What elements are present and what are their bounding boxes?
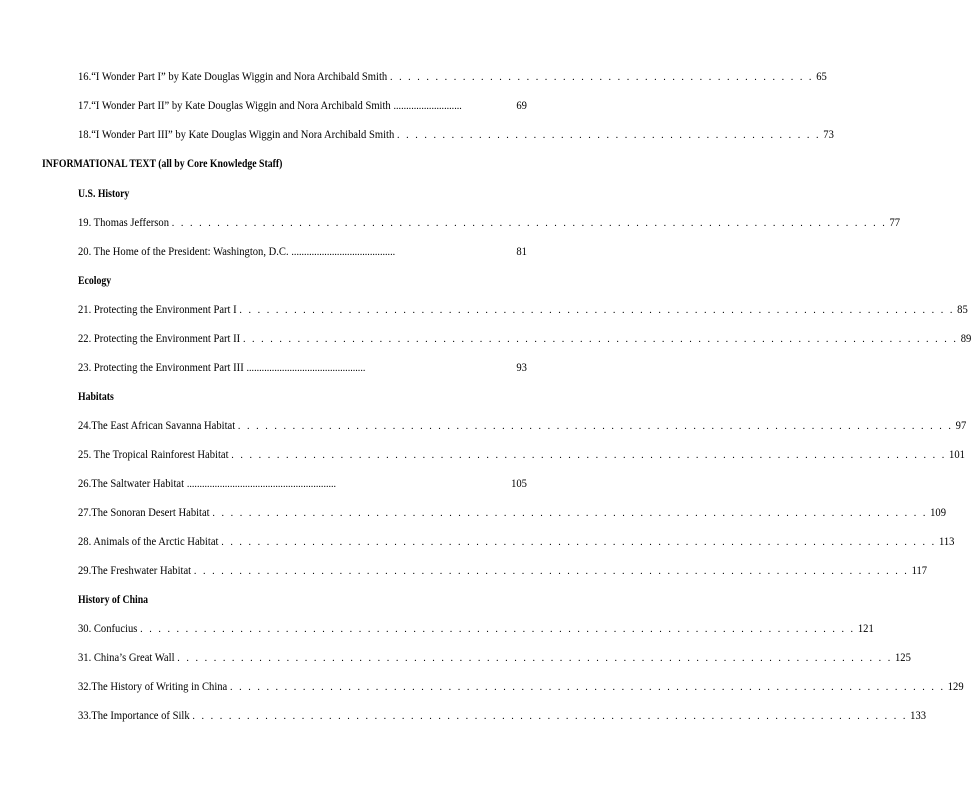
dot-leader: . . . . . . . . . . . . . . . . . . . . . . . . . . . . . . . . . . . . . . . . . . . . . . . . . . . . . . . . . . . . . . . . . . . . . . . . . . . . . . . bbox=[177, 652, 893, 664]
dot-leader: ........................................................... bbox=[186, 478, 337, 490]
section-heading-informational: INFORMATIONAL TEXT (all by Core Knowledge Staff) bbox=[42, 158, 283, 170]
entry-title: 18.“I Wonder Part III” by Kate Douglas Wiggin and Nora Archibald Smith bbox=[78, 129, 395, 141]
page-number: 85 bbox=[957, 304, 968, 316]
entry-title: 19. Thomas Jefferson bbox=[78, 217, 170, 229]
dot-leader: ........................... bbox=[393, 100, 462, 112]
page-number: 93 bbox=[516, 362, 527, 374]
toc-entry bbox=[78, 243, 527, 261]
toc-entry bbox=[78, 359, 527, 377]
toc-entry bbox=[78, 475, 527, 493]
page-number: 65 bbox=[816, 71, 827, 83]
toc-entry bbox=[78, 562, 928, 580]
page-number: 81 bbox=[516, 246, 527, 258]
subsection-heading-ecology: Ecology bbox=[78, 275, 112, 287]
page-number: 129 bbox=[947, 681, 964, 693]
entry-title: 30. Confucius bbox=[78, 623, 138, 635]
toc-entry bbox=[78, 417, 967, 435]
entry-title: 24.The East African Savanna Habitat bbox=[78, 420, 236, 432]
toc-entry bbox=[78, 330, 971, 348]
dot-leader: . . . . . . . . . . . . . . . . . . . . . . . . . . . . . . . . . . . . . . . . . . . . . . . . . . . . . . . . . . . . . . . . . . . . . . . . . . . . . . . bbox=[171, 217, 887, 229]
dot-leader: . . . . . . . . . . . . . . . . . . . . . . . . . . . . . . . . . . . . . . . . . . . . . . . . . . . . . . . . . . . . . . . . . . . . . . . . . . . . . . . bbox=[192, 710, 908, 722]
toc-entry bbox=[78, 126, 834, 144]
entry-title: 21. Protecting the Environment Part I bbox=[78, 304, 237, 316]
toc-entry bbox=[78, 214, 901, 232]
dot-leader: . . . . . . . . . . . . . . . . . . . . . . . . . . . . . . . . . . . . . . . . . . . . . . . . . . . . . . . . . . . . . . . . . . . . . . . . . . . . . . . bbox=[231, 449, 947, 461]
toc-entry bbox=[78, 301, 968, 319]
page-number: 109 bbox=[930, 507, 947, 519]
dot-leader: . . . . . . . . . . . . . . . . . . . . . . . . . . . . . . . . . . . . . . . . . . . . . . . bbox=[389, 71, 814, 83]
entry-title: 29.The Freshwater Habitat bbox=[78, 565, 192, 577]
page-number: 125 bbox=[895, 652, 911, 664]
entry-title: 16.“I Wonder Part I” by Kate Douglas Wiggin and Nora Archibald Smith bbox=[78, 71, 388, 83]
page-number: 133 bbox=[910, 710, 927, 722]
page-number: 113 bbox=[938, 536, 955, 548]
dot-leader: . . . . . . . . . . . . . . . . . . . . . . . . . . . . . . . . . . . . . . . . . . . . . . . . . . . . . . . . . . . . . . . . . . . . . . . . . . . . . . . bbox=[242, 333, 958, 345]
page-number: 117 bbox=[911, 565, 928, 577]
entry-title: 27.The Sonoran Desert Habitat bbox=[78, 507, 210, 519]
entry-title: 17.“I Wonder Part II” by Kate Douglas Wiggin and Nora Archibald Smith bbox=[78, 100, 391, 112]
dot-leader: . . . . . . . . . . . . . . . . . . . . . . . . . . . . . . . . . . . . . . . . . . . . . . . . . . . . . . . . . . . . . . . . . . . . . . . . . . . . . . . bbox=[237, 420, 953, 432]
entry-title: 33.The Importance of Silk bbox=[78, 710, 190, 722]
page-number: 77 bbox=[889, 217, 901, 229]
dot-leader: . . . . . . . . . . . . . . . . . . . . . . . . . . . . . . . . . . . . . . . . . . . . . . . . . . . . . . . . . . . . . . . . . . . . . . . . . . . . . . . bbox=[230, 681, 945, 693]
toc-entry bbox=[78, 68, 827, 86]
entry-title: 20. The Home of the President: Washington, D.C. bbox=[78, 246, 289, 258]
toc-entry bbox=[78, 620, 874, 638]
page-number: 121 bbox=[857, 623, 874, 635]
entry-title: 32.The History of Writing in China bbox=[78, 681, 228, 693]
subsection-heading-habitats: Habitats bbox=[78, 391, 114, 403]
entry-title: 28. Animals of the Arctic Habitat bbox=[78, 536, 219, 548]
dot-leader: . . . . . . . . . . . . . . . . . . . . . . . . . . . . . . . . . . . . . . . . . . . . . . . . . . . . . . . . . . . . . . . . . . . . . . . . . . . . . . . bbox=[193, 565, 909, 577]
toc-entry bbox=[78, 533, 955, 551]
page-number: 101 bbox=[949, 449, 965, 461]
dot-leader: . . . . . . . . . . . . . . . . . . . . . . . . . . . . . . . . . . . . . . . . . . . . . . . . . . . . . . . . . . . . . . . . . . . . . . . . . . . . . . . bbox=[140, 623, 856, 635]
entry-title: 25. The Tropical Rainforest Habitat bbox=[78, 449, 229, 461]
entry-title: 22. Protecting the Environment Part II bbox=[78, 333, 241, 345]
dot-leader: . . . . . . . . . . . . . . . . . . . . . . . . . . . . . . . . . . . . . . . . . . . . . . . . . . . . . . . . . . . . . . . . . . . . . . . . . . . . . . . bbox=[212, 507, 928, 519]
subsection-heading-us-history: U.S. History bbox=[78, 188, 130, 200]
entry-title: 26.The Saltwater Habitat bbox=[78, 478, 185, 490]
page-number: 105 bbox=[511, 478, 527, 490]
toc-entry bbox=[78, 504, 947, 522]
dot-leader: . . . . . . . . . . . . . . . . . . . . . . . . . . . . . . . . . . . . . . . . . . . . . . . bbox=[397, 129, 821, 141]
toc-entry bbox=[78, 97, 527, 115]
page-number: 69 bbox=[516, 100, 527, 112]
entry-title: 31. China’s Great Wall bbox=[78, 652, 175, 664]
toc-entry bbox=[78, 678, 964, 696]
dot-leader: ......................................... bbox=[291, 246, 396, 258]
page-number: 73 bbox=[823, 129, 834, 141]
page-number: 89 bbox=[960, 333, 971, 345]
entry-title: 23. Protecting the Environment Part III bbox=[78, 362, 244, 374]
toc-entry bbox=[78, 446, 965, 464]
page-number: 97 bbox=[955, 420, 967, 432]
subsection-heading-china: History of China bbox=[78, 594, 149, 606]
toc-entry bbox=[78, 707, 927, 725]
toc-entry bbox=[78, 649, 911, 667]
dot-leader: ............................................... bbox=[246, 362, 366, 374]
dot-leader: . . . . . . . . . . . . . . . . . . . . . . . . . . . . . . . . . . . . . . . . . . . . . . . . . . . . . . . . . . . . . . . . . . . . . . . . . . . . . . . bbox=[239, 304, 955, 316]
dot-leader: . . . . . . . . . . . . . . . . . . . . . . . . . . . . . . . . . . . . . . . . . . . . . . . . . . . . . . . . . . . . . . . . . . . . . . . . . . . . . . . bbox=[221, 536, 937, 548]
